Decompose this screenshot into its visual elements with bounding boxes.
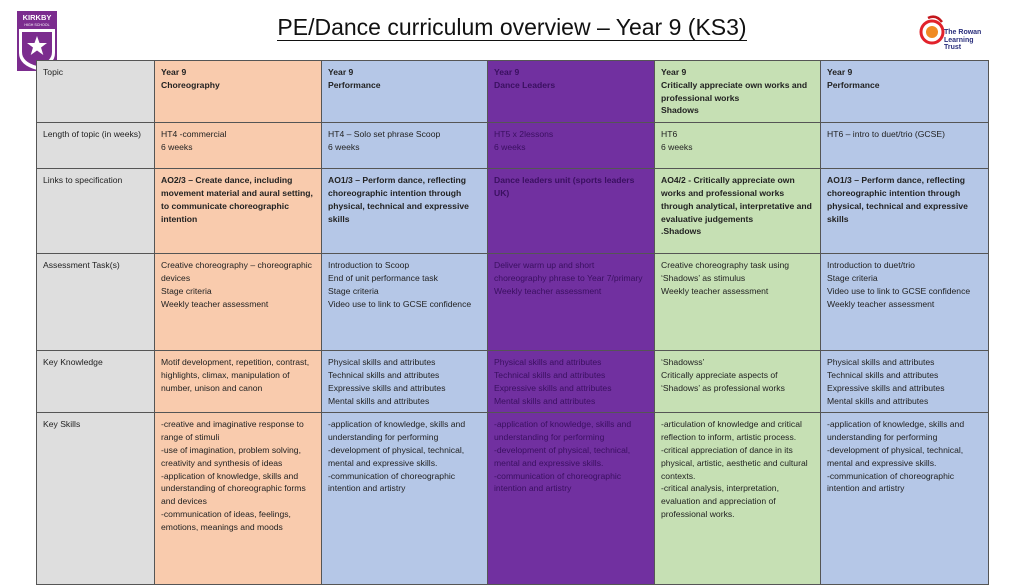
cell: -application of knowledge, skills and understanding for performing -development of physical, technical, mental and expressive skills. -communication of choreographic intention and artistry [322, 413, 488, 585]
cell: ‘Shadowss’ Critically appreciate aspects of ‘Shadows’ as professional works [655, 351, 821, 413]
cell: Motif development, repetition, contrast, highlights, climax, manipulation of number, unison and canon [155, 351, 322, 413]
row-label: Key Skills [37, 413, 155, 585]
cell: Creative choreography task using ‘Shadows’ as stimulus Weekly teacher assessment [655, 254, 821, 351]
row-skills [37, 413, 989, 585]
row-label: Key Knowledge [37, 351, 155, 413]
row-label: Assessment Task(s) [37, 254, 155, 351]
cell: HT4 – Solo set phrase Scoop 6 weeks [322, 123, 488, 169]
row-label: Length of topic (in weeks) [37, 123, 155, 169]
row-label: Links to specification [37, 169, 155, 254]
row-knowledge [37, 351, 989, 413]
row-label: Topic [37, 61, 155, 123]
curriculum-table [36, 60, 989, 585]
cell: Year 9 Choreography [155, 61, 322, 123]
row-assessment [37, 254, 989, 351]
cell: Dance leaders unit (sports leaders UK) [488, 169, 655, 254]
cell: HT5 x 2lessons 6 weeks [488, 123, 655, 169]
cell: AO2/3 – Create dance, including movement material and aural setting, to communicate choreographic intention [155, 169, 322, 254]
cell: Physical skills and attributes Technical skills and attributes Expressive skills and attributes Mental skills and attributes [488, 351, 655, 413]
page-title [0, 14, 1024, 41]
svg-text:HIGH SCHOOL: HIGH SCHOOL [24, 23, 50, 27]
cell: Physical skills and attributes Technical skills and attributes Expressive skills and attributes Mental skills and attributes [322, 351, 488, 413]
cell: Physical skills and attributes Technical skills and attributes Expressive skills and attributes Mental skills and attributes [821, 351, 989, 413]
cell: HT6 6 weeks [655, 123, 821, 169]
svg-text:KIRKBY: KIRKBY [22, 13, 52, 22]
cell: -application of knowledge, skills and understanding for performing -development of physical, technical, mental and expressive skills. -communication of choreographic intention and artistry [821, 413, 989, 585]
cell: AO1/3 – Perform dance, reflecting choreographic intention through physical, technical and expressive skills [322, 169, 488, 254]
cell: HT6 – intro to duet/trio (GCSE) [821, 123, 989, 169]
cell: AO1/3 – Perform dance, reflecting choreographic intention through physical, technical and expressive skills [821, 169, 989, 254]
logo-line-2: Learning Trust [944, 36, 974, 51]
cell: -creative and imaginative response to range of stimuli -use of imagination, problem solving, creativity and synthesis of ideas -application of knowledge, skills and understanding of choreographic forms and devices -communication of ideas, feelings, emotions, meanings and moods [155, 413, 322, 585]
cell: Introduction to Scoop End of unit performance task Stage criteria Video use to link to GCSE confidence [322, 254, 488, 351]
rowan-learning-trust-logo [918, 12, 988, 52]
cell: -articulation of knowledge and critical reflection to inform, artistic process. -critical appreciation of dance in its physical, artistic, aesthetic and cultural contexts. -critical analysis, interpretation, evaluation and appreciation of professional works. [655, 413, 821, 585]
cell: -application of knowledge, skills and understanding for performing -development of physical, technical, mental and expressive skills. -communication of choreographic intention and artistry [488, 413, 655, 585]
row-links [37, 169, 989, 254]
row-length [37, 123, 989, 169]
cell: Introduction to duet/trio Stage criteria Video use to link to GCSE confidence Weekly teacher assessment [821, 254, 989, 351]
cell: Year 9 Critically appreciate own works and professional works Shadows [655, 61, 821, 123]
cell: Creative choreography – choreographic devices Stage criteria Weekly teacher assessment [155, 254, 322, 351]
title-text: PE/Dance curriculum overview – Year 9 (KS3) [277, 14, 747, 40]
cell: Year 9 Dance Leaders [488, 61, 655, 123]
cell: HT4 -commercial 6 weeks [155, 123, 322, 169]
row-topic [37, 61, 989, 123]
cell: Deliver warm up and short choreography phrase to Year 7/primary Weekly teacher assessment [488, 254, 655, 351]
cell: Year 9 Performance [821, 61, 989, 123]
cell: Year 9 Performance [322, 61, 488, 123]
logo-line-1: The Rowan [944, 29, 982, 36]
cell: AO4/2 - Critically appreciate own works and professional works through analytical, interpretative and evaluative judgements .Shadows [655, 169, 821, 254]
